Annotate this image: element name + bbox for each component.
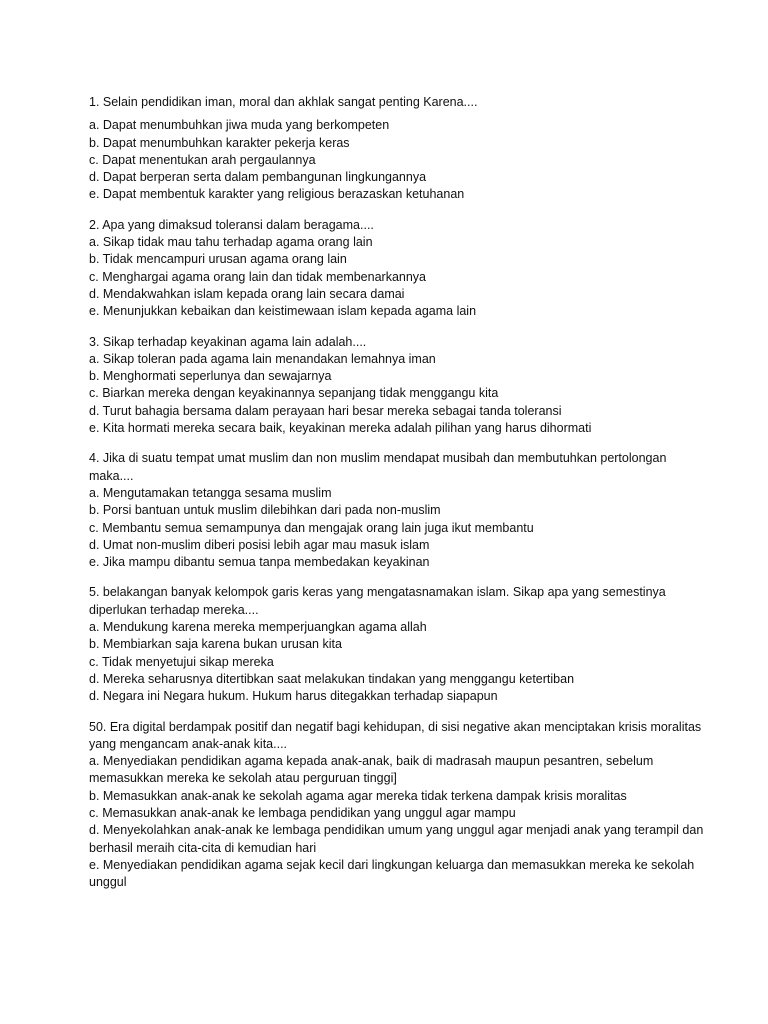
- option-a: a. Sikap tidak mau tahu terhadap agama orang lain: [89, 235, 373, 250]
- question-50: [89, 719, 709, 892]
- option-e: e. Jika mampu dibantu semua tanpa membedakan keyakinan: [89, 555, 430, 570]
- question-1: [89, 94, 709, 204]
- option-b: b. Porsi bantuan untuk muslim dilebihkan dari pada non-muslim: [89, 503, 441, 518]
- option-d: d. Mereka seharusnya ditertibkan saat melakukan tindakan yang menggangu ketertiban: [89, 671, 575, 686]
- question-5: [89, 584, 709, 705]
- option-c: c. Dapat menentukan arah pergaulannya: [89, 152, 316, 167]
- question-text: 4. Jika di suatu tempat umat muslim dan non muslim mendapat musibah dan membutuhkan pertolongan maka....: [89, 451, 667, 483]
- option-a: a. Dapat menumbuhkan jiwa muda yang berkompeten: [89, 118, 390, 133]
- option-e: e. Dapat membentuk karakter yang religious berazaskan ketuhanan: [89, 187, 465, 202]
- question-list: [89, 94, 709, 904]
- option-list: [89, 619, 709, 705]
- question-text: 5. belakangan banyak kelompok garis keras yang mengatasnamakan islam. Sikap apa yang semestinya diperlukan terhadap mereka....: [89, 585, 666, 617]
- option-d-second: d. Negara ini Negara hukum. Hukum harus ditegakkan terhadap siapapun: [89, 689, 498, 704]
- question-text: 2. Apa yang dimaksud toleransi dalam beragama....: [89, 217, 374, 232]
- option-d: d. Umat non-muslim diberi posisi lebih agar mau masuk islam: [89, 537, 430, 552]
- option-b: b. Menghormati seperlunya dan sewajarnya: [89, 369, 332, 384]
- option-b: b. Membiarkan saja karena bukan urusan kita: [89, 637, 342, 652]
- option-e: e. Menyediakan pendidikan agama sejak kecil dari lingkungan keluarga dan memasukkan mereka ke sekolah unggul: [89, 857, 695, 890]
- option-a: a. Mendukung karena mereka memperjuangkan agama allah: [89, 620, 427, 635]
- option-list: [89, 485, 709, 571]
- question-text: 3. Sikap terhadap keyakinan agama lain adalah....: [89, 334, 367, 349]
- option-c: c. Biarkan mereka dengan keyakinannya sepanjang tidak menggangu kita: [89, 386, 499, 401]
- option-d: d. Menyekolahkan anak-anak ke lembaga pendidikan umum yang unggul agar menjadi anak yang terampil dan berhasil meraih cita-cita di kemudian hari: [89, 823, 704, 855]
- question-text: 1. Selain pendidikan iman, moral dan akhlak sangat penting Karena....: [89, 95, 478, 109]
- option-c: c. Menghargai agama orang lain dan tidak membenarkannya: [89, 269, 427, 284]
- option-list: [89, 234, 709, 320]
- question-4: [89, 450, 709, 571]
- option-list: [89, 117, 709, 203]
- option-d: d. Dapat berperan serta dalam pembangunan lingkungannya: [89, 170, 427, 185]
- option-d: d. Mendakwahkan islam kepada orang lain secara damai: [89, 286, 405, 301]
- option-c: c. Memasukkan anak-anak ke lembaga pendidikan yang unggul agar mampu: [89, 805, 516, 820]
- option-list: [89, 753, 709, 891]
- option-d: d. Turut bahagia bersama dalam perayaan hari besar mereka sebagai tanda toleransi: [89, 403, 562, 418]
- option-b: b. Memasukkan anak-anak ke sekolah agama agar mereka tidak terkena dampak krisis moralitas: [89, 788, 627, 803]
- question-3: [89, 334, 709, 438]
- option-c: c. Membantu semua semampunya dan mengajak orang lain juga ikut membantu: [89, 520, 534, 535]
- option-e: e. Kita hormati mereka secara baik, keyakinan mereka adalah pilihan yang harus dihormati: [89, 421, 592, 436]
- option-b: b. Dapat menumbuhkan karakter pekerja keras: [89, 135, 350, 150]
- option-b: b. Tidak mencampuri urusan agama orang lain: [89, 252, 347, 267]
- question-2: [89, 217, 709, 321]
- question-text: 50. Era digital berdampak positif dan negatif bagi kehidupan, di sisi negative akan menciptakan krisis moralitas yang mengancam anak-anak kita....: [89, 719, 702, 751]
- option-c: c. Tidak menyetujui sikap mereka: [89, 654, 274, 669]
- option-a: a. Sikap toleran pada agama lain menandakan lemahnya iman: [89, 351, 436, 366]
- option-list: [89, 351, 709, 437]
- option-a: a. Mengutamakan tetangga sesama muslim: [89, 485, 332, 500]
- option-a: a. Menyediakan pendidikan agama kepada anak-anak, baik di madrasah maupun pesantren, sebelum memasukkan mereka ke sekolah atau perguruan tinggi]: [89, 754, 654, 786]
- option-e: e. Menunjukkan kebaikan dan keistimewaan islam kepada agama lain: [89, 304, 477, 319]
